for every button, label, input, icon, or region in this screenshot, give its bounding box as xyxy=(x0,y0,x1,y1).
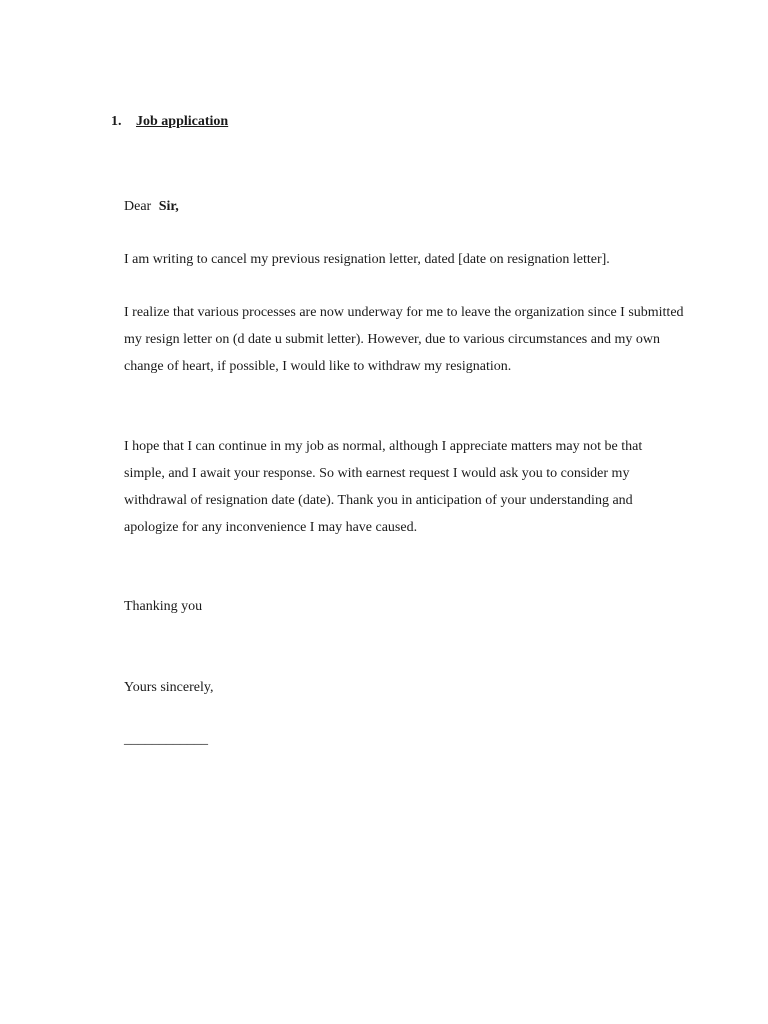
paragraph-1: I am writing to cancel my previous resignation letter, dated [date on resignation letter]. xyxy=(124,252,610,267)
closing-signoff: Yours sincerely, xyxy=(124,680,214,695)
salutation xyxy=(124,193,684,220)
signature-line: ____________ xyxy=(124,732,208,747)
closing-thanks: Thanking you xyxy=(124,599,203,614)
heading-title: Job application xyxy=(136,114,229,129)
section-heading xyxy=(111,113,228,131)
salutation-greeting: Dear xyxy=(124,199,152,214)
heading-number: 1. xyxy=(111,114,122,129)
paragraph-3: I hope that I can continue in my job as normal, although I appreciate matters may not be that simple, and I await your response. So with earnest request I would ask you to consider my withdrawal of resignation date (date). Thank you in anticipation of your understanding and apologize for any inconvenience I may have caused. xyxy=(124,439,643,535)
salutation-name: Sir, xyxy=(158,199,179,214)
paragraph-2: I realize that various processes are now underway for me to leave the organization since I submitted my resign letter on (d date u submit letter). However, due to various circumstances and my own change of heart, if possible, I would like to withdraw my resignation. xyxy=(124,305,684,374)
